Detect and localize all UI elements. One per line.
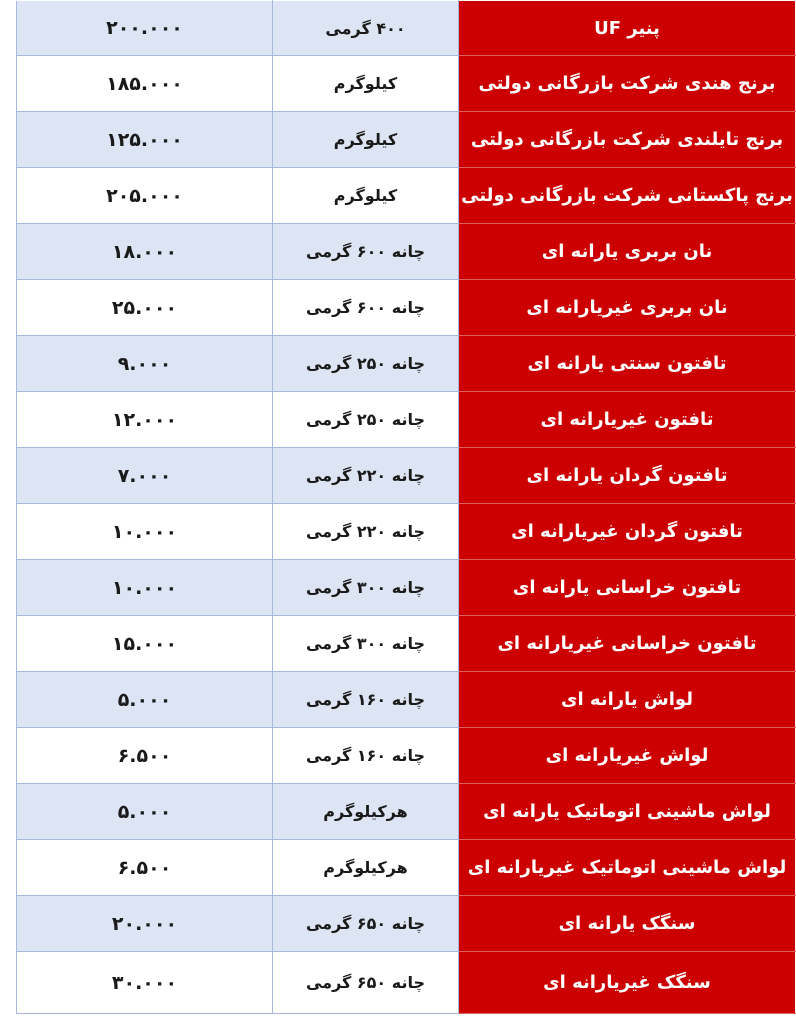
table-row bbox=[17, 616, 796, 672]
table-row bbox=[17, 448, 796, 504]
table-row bbox=[17, 280, 796, 336]
product-name-cell: لواش ماشینی اتوماتیک یارانه ای bbox=[459, 784, 796, 840]
price-cell: ۱۸۵.۰۰۰ bbox=[17, 56, 273, 112]
unit-cell: چانه ۱۶۰ گرمی bbox=[273, 728, 459, 784]
unit-cell: چانه ۲۵۰ گرمی bbox=[273, 336, 459, 392]
table-row bbox=[17, 560, 796, 616]
table-row bbox=[17, 952, 796, 1014]
product-name-cell: نان بربری غیریارانه ای bbox=[459, 280, 796, 336]
unit-cell: کیلوگرم bbox=[273, 168, 459, 224]
product-name-cell: برنج تایلندی شرکت بازرگانی دولتی bbox=[459, 112, 796, 168]
price-cell: ۶.۵۰۰ bbox=[17, 728, 273, 784]
price-cell: ۱۲۵.۰۰۰ bbox=[17, 112, 273, 168]
unit-cell: چانه ۶۰۰ گرمی bbox=[273, 280, 459, 336]
unit-cell: چانه ۶۵۰ گرمی bbox=[273, 952, 459, 1014]
unit-cell: چانه ۳۰۰ گرمی bbox=[273, 560, 459, 616]
product-name-cell: تافتون گردان یارانه ای bbox=[459, 448, 796, 504]
table-row bbox=[17, 392, 796, 448]
unit-cell: ۴۰۰ گرمی bbox=[273, 1, 459, 56]
product-name-cell: لواش یارانه ای bbox=[459, 672, 796, 728]
price-cell: ۵.۰۰۰ bbox=[17, 784, 273, 840]
unit-cell: هرکیلوگرم bbox=[273, 840, 459, 896]
price-cell: ۱۲.۰۰۰ bbox=[17, 392, 273, 448]
price-cell: ۳۰.۰۰۰ bbox=[17, 952, 273, 1014]
unit-cell: چانه ۶۵۰ گرمی bbox=[273, 896, 459, 952]
product-name-cell: سنگک یارانه ای bbox=[459, 896, 796, 952]
table-row bbox=[17, 784, 796, 840]
product-name-cell: تافتون گردان غیریارانه ای bbox=[459, 504, 796, 560]
price-cell: ۲۰۰.۰۰۰ bbox=[17, 1, 273, 56]
price-cell: ۵.۰۰۰ bbox=[17, 672, 273, 728]
product-name-cell: برنج پاکستانی شرکت بازرگانی دولتی bbox=[459, 168, 796, 224]
product-name-cell: پنیر UF bbox=[459, 1, 796, 56]
unit-cell: چانه ۱۶۰ گرمی bbox=[273, 672, 459, 728]
table-row bbox=[17, 728, 796, 784]
unit-cell: کیلوگرم bbox=[273, 112, 459, 168]
price-cell: ۶.۵۰۰ bbox=[17, 840, 273, 896]
table-row bbox=[17, 168, 796, 224]
price-cell: ۲۰۵.۰۰۰ bbox=[17, 168, 273, 224]
table-row bbox=[17, 56, 796, 112]
product-name-cell: تافتون خراسانی یارانه ای bbox=[459, 560, 796, 616]
unit-cell: چانه ۲۲۰ گرمی bbox=[273, 448, 459, 504]
product-name-cell: برنج هندی شرکت بازرگانی دولتی bbox=[459, 56, 796, 112]
price-cell: ۱۸.۰۰۰ bbox=[17, 224, 273, 280]
table-row bbox=[17, 1, 796, 56]
unit-cell: چانه ۶۰۰ گرمی bbox=[273, 224, 459, 280]
product-name-cell: نان بربری یارانه ای bbox=[459, 224, 796, 280]
unit-cell: کیلوگرم bbox=[273, 56, 459, 112]
product-name-cell: تافتون غیریارانه ای bbox=[459, 392, 796, 448]
price-table bbox=[16, 0, 796, 1014]
price-cell: ۹.۰۰۰ bbox=[17, 336, 273, 392]
product-name-cell: سنگک غیریارانه ای bbox=[459, 952, 796, 1014]
price-cell: ۱۵.۰۰۰ bbox=[17, 616, 273, 672]
table-row bbox=[17, 896, 796, 952]
table-row bbox=[17, 336, 796, 392]
unit-cell: چانه ۳۰۰ گرمی bbox=[273, 616, 459, 672]
unit-cell: هرکیلوگرم bbox=[273, 784, 459, 840]
table-row bbox=[17, 672, 796, 728]
unit-cell: چانه ۲۲۰ گرمی bbox=[273, 504, 459, 560]
product-name-cell: لواش غیریارانه ای bbox=[459, 728, 796, 784]
price-table-body bbox=[17, 1, 796, 1014]
product-name-cell: تافتون سنتی یارانه ای bbox=[459, 336, 796, 392]
table-row bbox=[17, 840, 796, 896]
price-cell: ۱۰.۰۰۰ bbox=[17, 560, 273, 616]
price-cell: ۱۰.۰۰۰ bbox=[17, 504, 273, 560]
price-cell: ۲۰.۰۰۰ bbox=[17, 896, 273, 952]
price-cell: ۲۵.۰۰۰ bbox=[17, 280, 273, 336]
table-row bbox=[17, 112, 796, 168]
product-name-cell: تافتون خراسانی غیریارانه ای bbox=[459, 616, 796, 672]
product-name-cell: لواش ماشینی اتوماتیک غیریارانه ای bbox=[459, 840, 796, 896]
price-cell: ۷.۰۰۰ bbox=[17, 448, 273, 504]
unit-cell: چانه ۲۵۰ گرمی bbox=[273, 392, 459, 448]
table-row bbox=[17, 224, 796, 280]
table-row bbox=[17, 504, 796, 560]
